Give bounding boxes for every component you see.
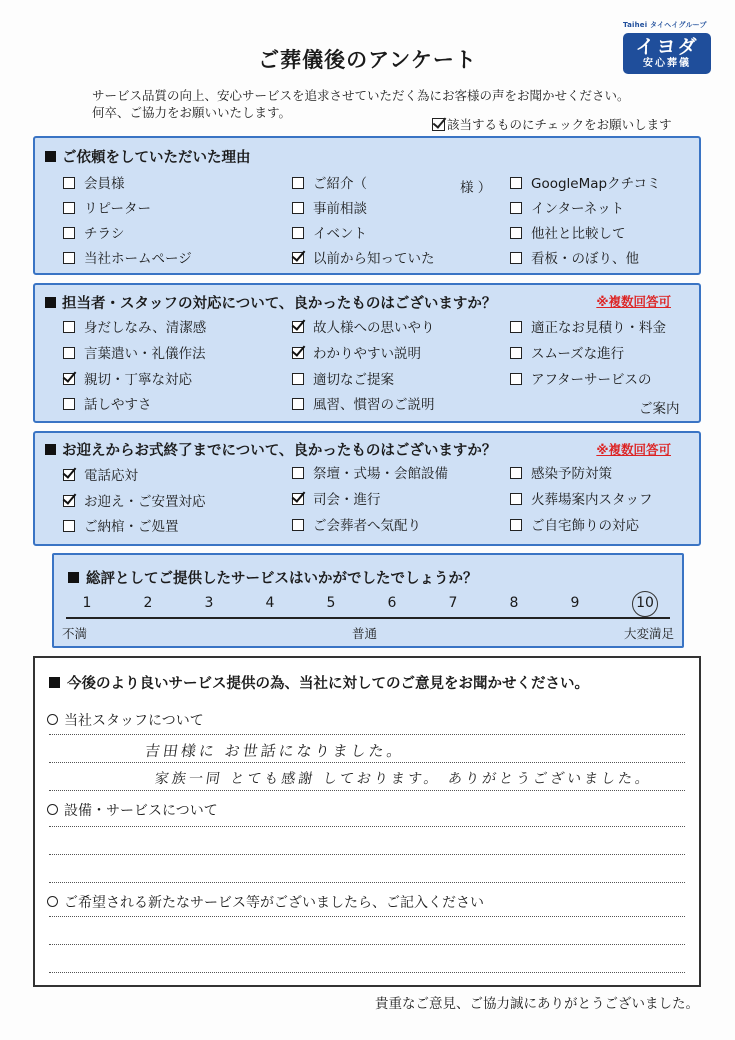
option-label: 司会・進行 <box>313 492 381 508</box>
checkbox-checked[interactable] <box>63 469 75 481</box>
option-label: アフターサービスの <box>531 372 652 388</box>
rating-mid-label: 普通 <box>352 626 378 641</box>
multi-answer-note: ※複数回答可 <box>596 294 671 309</box>
rating-option[interactable]: 7 <box>448 595 458 611</box>
option-label: 感染予防対策 <box>531 466 612 482</box>
ceremony-option[interactable] <box>292 492 381 508</box>
option-continuation: ご案内 <box>639 401 680 417</box>
rating-option[interactable]: 8 <box>509 595 519 611</box>
option-label: 適切なご提案 <box>313 372 394 388</box>
checkbox[interactable] <box>292 202 304 214</box>
dotted-line <box>49 854 685 855</box>
brand-sub: 安心葬儀 <box>643 58 691 69</box>
staff-feedback-text: 当社スタッフについて <box>64 713 204 729</box>
option-label: 話しやすさ <box>84 397 152 413</box>
opinion-section <box>33 656 701 987</box>
ceremony-option[interactable] <box>63 519 179 535</box>
new-service-text: ご希望される新たなサービス等がございましたら、ご記入ください <box>64 895 484 911</box>
option-label: 故人様への思いやり <box>313 320 435 336</box>
checkbox[interactable] <box>510 467 522 479</box>
dotted-line <box>49 734 685 735</box>
option-label: 風習、慣習のご説明 <box>313 397 435 413</box>
option-label: 火葬場案内スタッフ <box>531 492 653 508</box>
checkbox-checked[interactable] <box>292 347 304 359</box>
checkbox[interactable] <box>63 347 75 359</box>
opinion-heading-text: 今後のより良いサービス提供の為、当社に対してのご意見をお聞かせください。 <box>67 676 589 692</box>
check-mark-icon <box>432 118 445 131</box>
rating-option-selected[interactable]: 10 <box>636 595 654 611</box>
section-reasons <box>33 136 701 275</box>
staff-option[interactable] <box>510 320 666 336</box>
reason-option[interactable] <box>63 201 151 217</box>
checkbox[interactable] <box>292 467 304 479</box>
section-reasons-heading <box>45 146 251 167</box>
option-label: GoogleMapクチコミ <box>531 176 661 192</box>
brand-group: Taihei タイヘイグループ <box>623 21 707 29</box>
reason-option[interactable] <box>292 226 367 242</box>
square-bullet-icon <box>45 297 56 308</box>
checkbox-checked[interactable] <box>292 252 304 264</box>
ceremony-option[interactable] <box>510 492 653 508</box>
facility-feedback-label <box>47 800 218 820</box>
rating-question-text: 総評としてご提供したサービスはいかがでしたでしょうか？ <box>86 571 478 587</box>
checkbox[interactable] <box>63 227 75 239</box>
page-title: ご葬儀後のアンケート <box>258 48 477 72</box>
option-label: 事前相談 <box>313 201 367 217</box>
rating-option[interactable]: 2 <box>143 595 153 611</box>
option-label: わかりやすい説明 <box>313 346 421 362</box>
rating-low-label: 不満 <box>62 626 88 641</box>
square-bullet-icon <box>45 151 56 162</box>
option-label: 適正なお見積り・料金 <box>531 320 666 336</box>
square-bullet-icon <box>45 444 56 455</box>
option-label: リピーター <box>84 201 151 217</box>
handwritten-comment-1[interactable]: 吉田様に お世話になりました。 <box>143 742 406 760</box>
reason-option[interactable] <box>63 251 192 267</box>
option-label: 他社と比較して <box>531 226 626 242</box>
new-service-label <box>47 892 484 912</box>
brand-name: イヨダ <box>635 36 699 58</box>
checkbox[interactable] <box>510 347 522 359</box>
section-staff-title: 担当者・スタッフの対応について、良かったものはございますか？ <box>62 296 497 312</box>
option-label: ご自宅飾りの対応 <box>531 518 639 534</box>
rating-option[interactable]: 4 <box>265 595 275 611</box>
section-ceremony-heading <box>45 439 496 460</box>
multi-answer-note: ※複数回答可 <box>596 442 671 457</box>
checkbox[interactable] <box>510 321 522 333</box>
circle-bullet-icon <box>47 804 58 815</box>
checkbox[interactable] <box>510 373 522 385</box>
option-label: 言葉遣い・礼儀作法 <box>84 346 206 362</box>
staff-option[interactable] <box>63 372 192 388</box>
circle-bullet-icon <box>47 896 58 907</box>
rating-option[interactable]: 3 <box>204 595 214 611</box>
referral-suffix: 様 ） <box>460 180 492 196</box>
facility-feedback-text: 設備・サービスについて <box>64 803 218 819</box>
staff-option[interactable] <box>510 346 624 362</box>
dotted-line <box>49 916 685 917</box>
rating-option[interactable]: 6 <box>387 595 397 611</box>
reason-option[interactable] <box>510 176 661 192</box>
dotted-line <box>49 826 685 827</box>
option-label: インターネット <box>531 201 625 217</box>
checkbox-checked[interactable] <box>292 493 304 505</box>
option-label: ご納棺・ご処置 <box>84 519 179 535</box>
checkbox-checked[interactable] <box>292 321 304 333</box>
rating-high-label: 大変満足 <box>623 626 674 641</box>
checkbox[interactable] <box>63 202 75 214</box>
reason-option[interactable] <box>510 201 624 217</box>
staff-option[interactable] <box>63 346 206 362</box>
staff-feedback-label <box>47 710 204 730</box>
checkbox[interactable] <box>63 398 75 410</box>
staff-option[interactable] <box>63 397 152 413</box>
staff-option[interactable] <box>292 372 394 388</box>
handwritten-comment-2[interactable]: 家族一同 とても感謝 しております。 ありがとうございました。 <box>153 771 654 787</box>
checkbox[interactable] <box>63 520 75 532</box>
ceremony-option[interactable] <box>63 468 138 484</box>
option-label: 会員様 <box>84 176 125 192</box>
dotted-line <box>49 762 685 763</box>
staff-option[interactable] <box>510 372 652 388</box>
option-label: ご紹介（ <box>313 176 367 192</box>
reason-option[interactable] <box>63 226 125 242</box>
staff-option[interactable] <box>292 346 421 362</box>
reason-option[interactable] <box>292 201 367 217</box>
checkbox[interactable] <box>63 252 75 264</box>
ceremony-option[interactable] <box>63 494 206 510</box>
dotted-line <box>49 790 685 791</box>
square-bullet-icon <box>68 572 79 583</box>
checkbox[interactable] <box>63 321 75 333</box>
intro-line-1: サービス品質の向上、安心サービスを追求させていただく為にお客様の声をお聞かせください。 <box>92 88 630 103</box>
checkbox-checked[interactable] <box>63 373 75 385</box>
staff-option[interactable] <box>292 320 435 336</box>
staff-option[interactable] <box>292 397 435 413</box>
option-label: 当社ホームページ <box>84 251 192 267</box>
option-label: 看板・のぼり、他 <box>531 251 639 267</box>
checkbox[interactable] <box>292 177 304 189</box>
selected-circle-icon <box>632 591 658 617</box>
checkbox[interactable] <box>292 398 304 410</box>
dotted-line <box>49 972 685 973</box>
checkbox[interactable] <box>510 252 522 264</box>
closing-message: 貴重なご意見、ご協力誠にありがとうございました。 <box>375 996 699 1012</box>
option-label: お迎え・ご安置対応 <box>84 494 206 510</box>
section-ceremony <box>33 431 701 546</box>
rating-option[interactable]: 9 <box>570 595 580 611</box>
option-label: 祭壇・式場・会館設備 <box>313 466 448 482</box>
checkbox-checked[interactable] <box>63 495 75 507</box>
option-label: ご会葬者へ気配り <box>313 518 421 534</box>
reason-option[interactable] <box>292 176 367 192</box>
checkbox[interactable] <box>510 519 522 531</box>
instruction <box>432 115 672 133</box>
overall-rating <box>52 553 684 648</box>
checkbox[interactable] <box>510 177 522 189</box>
rating-scale-line <box>66 617 670 619</box>
circle-bullet-icon <box>47 714 58 725</box>
option-label: 親切・丁寧な対応 <box>84 372 192 388</box>
checkbox[interactable] <box>63 177 75 189</box>
checkbox[interactable] <box>292 227 304 239</box>
rating-option[interactable]: 1 <box>82 595 92 611</box>
section-ceremony-title: お迎えからお式終了までについて、良かったものはございますか？ <box>62 443 497 459</box>
reason-option[interactable] <box>510 251 639 267</box>
section-staff-heading <box>45 292 496 313</box>
square-bullet-icon <box>49 677 60 688</box>
checkbox[interactable] <box>510 227 522 239</box>
option-label: イベント <box>313 226 367 242</box>
checkbox[interactable] <box>510 493 522 505</box>
option-label: 以前から知っていた <box>313 251 435 267</box>
checkbox[interactable] <box>510 202 522 214</box>
checkbox[interactable] <box>292 519 304 531</box>
rating-question <box>68 567 478 588</box>
reason-option[interactable] <box>510 226 626 242</box>
staff-option[interactable] <box>63 320 206 336</box>
instruction-text: 該当するものにチェックをお願いします <box>447 117 672 132</box>
ceremony-option[interactable] <box>292 518 421 534</box>
opinion-heading <box>49 672 589 693</box>
option-label: スムーズな進行 <box>531 346 625 362</box>
ceremony-option[interactable] <box>510 518 639 534</box>
rating-option[interactable]: 5 <box>326 595 336 611</box>
ceremony-option[interactable] <box>292 466 448 482</box>
ceremony-option[interactable] <box>510 466 612 482</box>
dotted-line <box>49 882 685 883</box>
checkbox[interactable] <box>292 373 304 385</box>
reason-option[interactable] <box>292 251 435 267</box>
option-label: 身だしなみ、清潔感 <box>84 320 207 336</box>
section-staff <box>33 283 701 423</box>
option-label: 電話応対 <box>84 468 138 484</box>
section-reasons-title: ご依頼をしていただいた理由 <box>62 150 251 166</box>
dotted-line <box>49 944 685 945</box>
option-label: チラシ <box>84 226 125 242</box>
reason-option[interactable] <box>63 176 125 192</box>
intro-line-2: 何卒、ご協力をお願いいたします。 <box>92 105 292 120</box>
